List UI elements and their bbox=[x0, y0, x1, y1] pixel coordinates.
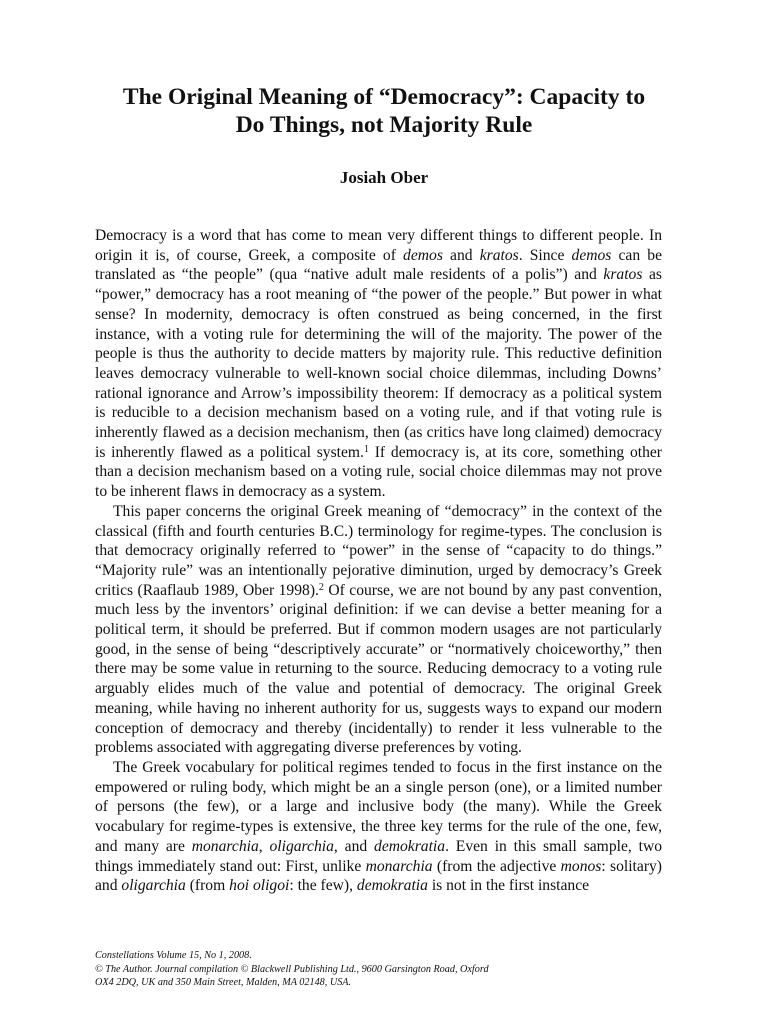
text-run: is not in the first instance bbox=[427, 877, 590, 895]
text-run: (from the adjective bbox=[432, 857, 561, 875]
text-run: This paper concerns the original Greek meaning of “democracy” in the context of the classical (fifth and fourth centuries B.C.) terminology for regime-types. The conclusion is that democracy originally referred to “power” in the sense of “capacity to do things.” “Majority rule” was an intentionally pejorative diminution, urged by democracy’s Greek critics (Raaflaub 1989, Ober 1998). bbox=[95, 502, 662, 599]
article-body bbox=[95, 226, 662, 896]
italic-term: kratos bbox=[479, 246, 519, 264]
text-run: : the few), bbox=[289, 877, 357, 895]
title-line-2: Do Things, not Majority Rule bbox=[235, 112, 533, 138]
text-run: . Since bbox=[518, 246, 572, 264]
italic-term: oligarchia bbox=[121, 877, 186, 895]
text-run: Democracy is a word that has come to mean very different things to different people. In origin it is, of course, Greek, a composite of bbox=[95, 227, 662, 264]
italic-term: monarchia bbox=[365, 857, 433, 875]
text-run: , bbox=[258, 837, 270, 855]
italic-term: demos bbox=[403, 246, 443, 264]
journal-citation: Constellations Volume 15, No 1, 2008. bbox=[95, 950, 252, 961]
paragraph-2 bbox=[95, 502, 662, 758]
italic-term: monos bbox=[560, 857, 602, 875]
text-run: (from bbox=[185, 877, 230, 895]
text-run: . Even in this small sample, two things immediately stand out: First, unlike bbox=[95, 837, 663, 875]
publisher-address: OX4 2DQ, UK and 350 Main Street, Malden, MA 02148, USA. bbox=[95, 977, 352, 988]
copyright-line: © The Author. Journal compilation © Blackwell Publishing Ltd., 9600 Garsington Road, Oxford bbox=[95, 963, 489, 975]
title-line-1: The Original Meaning of “Democracy”: Capacity to bbox=[122, 84, 646, 110]
text-run: can be translated as “the people” (qua “native adult male residents of a polis”) and bbox=[95, 246, 663, 284]
footnote-marker-2[interactable]: 2 bbox=[318, 581, 324, 593]
text-run: If democracy is, at its core, something other than a decision mechanism based on a voting rule, social choice dilemmas may not prove to be inherent flaws in democracy as a system. bbox=[95, 443, 662, 501]
italic-term: oligarchia bbox=[269, 837, 334, 855]
italic-term: demokratia bbox=[374, 837, 446, 855]
author-name: Josiah Ober bbox=[339, 168, 429, 187]
text-run: The Greek vocabulary for political regimes tended to focus in the first instance on the empowered or ruling body, which might be an a single person (one), or a limited number of persons (the few), or a large and inclusive body (the many). While the Greek vocabulary for regime-types is extensive, the three key terms for the rule of the one, few, and many are bbox=[95, 758, 662, 855]
italic-term: kratos bbox=[603, 266, 643, 284]
paragraph-1 bbox=[95, 226, 662, 502]
text-run: as “power,” democracy has a root meaning of “the power of the people.” But power in what sense? In modernity, democracy is often construed as being concerned, in the first instance, with a voting rule for determining the will of the majority. The power of the people is thus the authority to decide matters by majority rule. This reductive definition leaves democracy vulnerable to well-known social choice dilemmas, including Downs’ rational ignorance and Arrow’s impossibility theorem: If democracy as a political system is reducible to a decision mechanism based on a voting rule, and if that voting rule is inherently flawed as a decision mechanism, then (as critics have long claimed) democracy is inherently flawed as a political system. bbox=[95, 266, 662, 461]
italic-term: demos bbox=[571, 246, 612, 264]
text-run: : solitary) and bbox=[95, 857, 662, 895]
italic-term: demokratia bbox=[356, 877, 428, 895]
text-run: Of course, we are not bound by any past convention, much less by the inventors’ original definition: if we can devise a better meaning for a political term, it should be preferred. But if common modern usages are not particularly good, in the sense of being “descriptively accurate” or “normatively choiceworthy,” then there may be some value in returning to the source. Reducing democracy to a voting rule arguably elides much of the value and potential of democracy. The original Greek meaning, while having no inherent authority for us, suggests ways to expand our modern conception of democracy and thereby (incidentally) to render it less vulnerable to the problems associated with aggregating diverse preferences by voting. bbox=[95, 581, 663, 757]
footnote-marker-1[interactable]: 1 bbox=[363, 443, 369, 455]
publication-footer bbox=[95, 949, 662, 990]
italic-term: monarchia bbox=[191, 837, 259, 855]
italic-term: hoi oligoi bbox=[229, 877, 290, 895]
text-run: and bbox=[442, 246, 480, 264]
paragraph-3 bbox=[95, 758, 662, 896]
text-run: , and bbox=[333, 837, 375, 855]
article-title bbox=[60, 83, 708, 139]
